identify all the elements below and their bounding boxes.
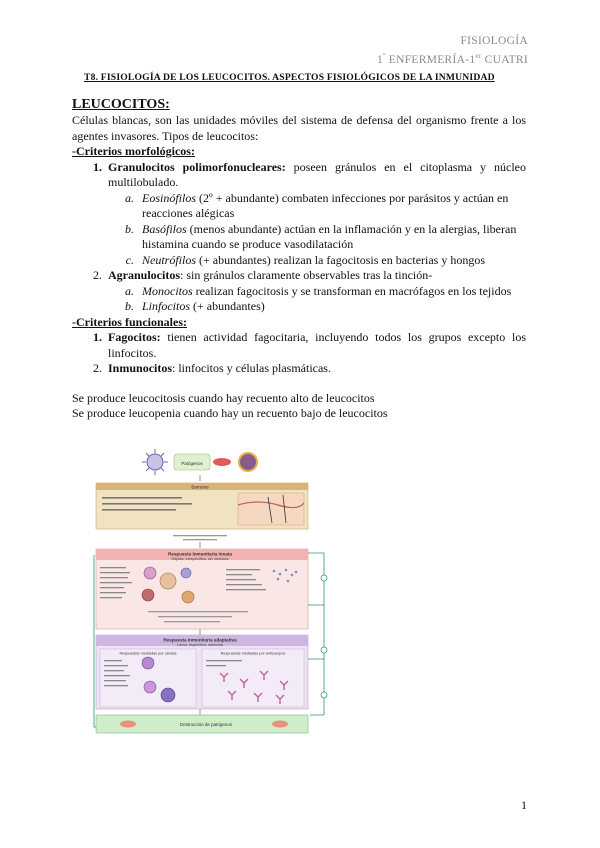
pathogen-label: Patógenos [181,461,203,466]
intro-paragraph: Células blancas, son las unidades móviles del sistema de defensa del organismo frente a los agentes invasores. Tipos de leucocitos: [72,113,526,143]
plasma-cell [161,688,175,702]
sub-item-eosinofilos: a. Eosinófilos (2º + abundante) combaten infecciones por parásitos y actúan en reacciones alégicas [125,190,509,220]
running-header [377,34,528,68]
immune-response-figure [88,445,340,737]
page-number: 1 [521,798,527,812]
antibody-mediated-title: Respuestas mediadas por anticuerpos [220,651,286,656]
func-criteria-heading: -Criterios funcionales: [72,314,187,329]
bacteria-icon [213,458,231,466]
sub-item-basofilos: b. Basófilos (menos abundante) actúan en la inflamación y en la alergias, liberan histamina cuando se produce vasodilatación [125,221,517,251]
skin-section-image [238,493,304,525]
innate-title: Respuesta inmunitaria innata [167,551,233,557]
destroyed-pathogen [272,721,288,728]
macrophage-cell [160,573,176,589]
list-item-agranulocitos: 2. Agranulocitos: sin gránulos claramente observables tras la tinción- [93,268,433,282]
destruction-label: Destrucción de patógenos [179,722,233,727]
main-content [72,96,526,422]
eosinophil-cell [142,589,154,601]
note-leucocitosis: Se produce leucocitosis cuando hay recuento alto de leucocitos [72,390,375,405]
sub-item-monocitos: a. Monocitos realizan fagocitosis y se transforman en macrófagos en los tejidos [125,283,512,298]
cell-mediated-title: Respuestas mediadas por células [119,651,177,656]
neutrophil-cell [144,567,156,579]
immune-diagram [88,445,340,737]
note-leucopenia: Se produce leucopenia cuando hay un recuento bajo de leucocitos [72,406,388,420]
list-item-inmunocitos: 2. Inmunocitos: linfocitos y células plasmáticas. [93,361,331,375]
morph-criteria-heading: -Criterios morfológicos: [72,144,195,158]
basophil-cell [181,568,191,578]
sub-item-neutrofilos: c. Neutrófilos (+ abundantes) realizan la fagocitosis en bacterias y hongos [125,252,486,267]
innate-subtitle: Rápida, inespecífica, sin memoria [171,557,229,562]
lymphocyte-cell [142,657,154,669]
header-subject: FISIOLOGÍA [460,35,528,47]
t-cell [144,681,156,693]
header-course: $1^º$ ENFERMERÍA-1er CUATRI [377,52,528,66]
adaptive-subtitle: Lenta, específica, memoria [177,643,223,648]
fungus-icon [239,453,257,471]
section-heading: LEUCOCITOS: [72,97,170,112]
adaptive-title: Respuesta inmunitaria adaptativa [163,637,237,643]
mast-cell [182,591,194,603]
document-title: T8. FISIOLOGÍA DE LOS LEUCOCITOS. ASPECTOS FISIOLÓGICOS DE LA INMUNIDAD [84,72,495,83]
list-item-fagocitos: 1. Fagocitos: tienen actividad fagocitaria, incluyendo todos los grupos excepto los linfocitos. [93,330,526,360]
virus-icon [142,449,168,475]
list-item-granulocitos: 1. Granulocitos polimorfonucleares: poseen gránulos en el citoplasma y núcleo multilobulado. [93,159,526,189]
destroyed-pathogen [120,721,136,728]
barriers-title: Barreras [191,484,209,490]
sub-item-linfocitos: b. Linfocitos (+ abundantes) [125,299,265,313]
